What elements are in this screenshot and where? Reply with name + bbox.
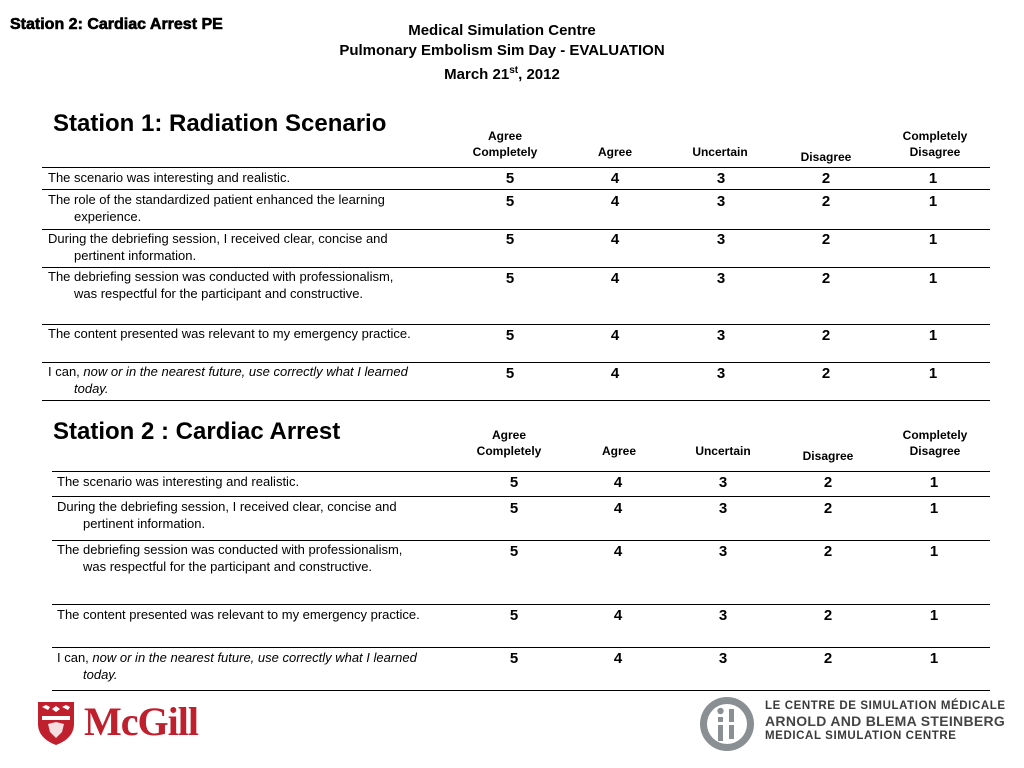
s1-question-6: I can, now or in the nearest future, use correctly what I learned today. (48, 364, 408, 396)
s1-row-1-score-3: 3 (716, 170, 726, 187)
s1-row-6-score-1: 1 (928, 365, 938, 382)
s2-question-1: The scenario was interesting and realistic. (57, 474, 300, 489)
s1-row-3-score-2: 2 (821, 231, 831, 248)
document-header (0, 21, 1004, 85)
s1-question-5: The content presented was relevant to my emergency practice. (48, 326, 411, 341)
s2-row-1-score-3: 3 (718, 474, 728, 491)
s2-row-2-score-3: 3 (718, 500, 728, 517)
s2-row-5-score-1: 1 (929, 650, 939, 667)
mcgill-wordmark: McGill (84, 699, 198, 744)
s2-question-3: The debriefing session was conducted with professionalism, was respectful for the participant and constructive. (57, 542, 403, 574)
s1-question-4: The debriefing session was conducted with professionalism, was respectful for the participant and constructive. (48, 269, 394, 301)
col-agree: Agree (597, 145, 632, 159)
s1-row-3-score-5: 5 (505, 231, 515, 248)
col-agree: Agree (601, 444, 636, 458)
s1-row-4-score-4: 4 (610, 270, 620, 287)
s2-row-3-score-4: 4 (613, 543, 623, 560)
s2-row-5-score-3: 3 (718, 650, 728, 667)
s1-row-1-score-2: 2 (821, 170, 831, 187)
col-uncertain: Uncertain (692, 145, 748, 159)
s2-row-4-score-3: 3 (718, 607, 728, 624)
mcgill-crest-logo (36, 700, 76, 746)
s2-row-3-score-1: 1 (929, 543, 939, 560)
s1-row-4-score-2: 2 (821, 270, 831, 287)
s2-row-4-score-2: 2 (823, 607, 833, 624)
s1-row-3-score-4: 4 (610, 231, 620, 248)
divider (52, 471, 990, 472)
s1-row-2-score-1: 1 (928, 193, 938, 210)
s2-row-2-score-1: 1 (929, 500, 939, 517)
col-completely-disagree: Completely Disagree (902, 129, 968, 159)
divider (52, 604, 990, 605)
col-agree-completely: Agree Completely (476, 428, 542, 458)
s1-row-2-score-5: 5 (505, 193, 515, 210)
s1-row-5-score-5: 5 (505, 327, 515, 344)
s2-row-1-score-5: 5 (509, 474, 519, 491)
header-line-2: Pulmonary Embolism Sim Day - EVALUATION (339, 42, 665, 59)
s1-row-2-score-4: 4 (610, 193, 620, 210)
s1-row-2-score-2: 2 (821, 193, 831, 210)
s2-row-2-score-2: 2 (823, 500, 833, 517)
s2-question-2: During the debriefing session, I received clear, concise and pertinent information. (57, 499, 397, 531)
s1-row-5-score-4: 4 (610, 327, 620, 344)
s2-row-1-score-1: 1 (929, 474, 939, 491)
s2-row-4-score-1: 1 (929, 607, 939, 624)
divider (52, 690, 990, 691)
s1-row-2-score-3: 3 (716, 193, 726, 210)
s1-row-1-score-1: 1 (928, 170, 938, 187)
s2-row-5-score-2: 2 (823, 650, 833, 667)
header-line-1: Medical Simulation Centre (408, 22, 596, 39)
s1-row-6-score-5: 5 (505, 365, 515, 382)
s2-row-3-score-5: 5 (509, 543, 519, 560)
s2-row-2-score-4: 4 (613, 500, 623, 517)
s1-row-6-score-2: 2 (821, 365, 831, 382)
s1-question-3: During the debriefing session, I received clear, concise and pertinent information. (48, 231, 388, 263)
s2-row-4-score-5: 5 (509, 607, 519, 624)
s2-question-5: I can, now or in the nearest future, use correctly what I learned today. (57, 650, 417, 682)
s2-row-1-score-4: 4 (613, 474, 623, 491)
s1-row-5-score-2: 2 (821, 327, 831, 344)
station1-title: Station 1: Radiation Scenario (53, 110, 387, 137)
s1-row-4-score-5: 5 (505, 270, 515, 287)
s1-row-4-score-1: 1 (928, 270, 938, 287)
s1-question-2: The role of the standardized patient enhanced the learning experience. (48, 192, 385, 224)
col-completely-disagree: Completely Disagree (902, 428, 968, 458)
col-disagree: Disagree (802, 449, 854, 463)
divider (42, 189, 990, 190)
s2-row-5-score-4: 4 (613, 650, 623, 667)
col-disagree: Disagree (800, 150, 852, 164)
s2-row-3-score-2: 2 (823, 543, 833, 560)
s2-row-5-score-5: 5 (509, 650, 519, 667)
col-uncertain: Uncertain (695, 444, 751, 458)
s2-row-2-score-5: 5 (509, 500, 519, 517)
s1-row-5-score-3: 3 (716, 327, 726, 344)
divider (52, 647, 990, 648)
simulation-centre-name: LE CENTRE DE SIMULATION MÉDICALE ARNOLD AND BLEMA STEINBERG MEDICAL SIMULATION CENTRE (765, 700, 1006, 742)
s1-row-4-score-3: 3 (716, 270, 726, 287)
header-date: March 21st, 2012 (444, 65, 560, 83)
s1-row-3-score-3: 3 (716, 231, 726, 248)
s2-row-4-score-4: 4 (613, 607, 623, 624)
s2-row-3-score-3: 3 (718, 543, 728, 560)
s1-row-6-score-3: 3 (716, 365, 726, 382)
station2-title: Station 2 : Cardiac Arrest (53, 418, 341, 445)
divider (42, 400, 990, 401)
s1-row-5-score-1: 1 (928, 327, 938, 344)
divider (42, 167, 990, 168)
s1-row-1-score-5: 5 (505, 170, 515, 187)
s1-question-1: The scenario was interesting and realistic. (48, 170, 291, 185)
s2-question-4: The content presented was relevant to my emergency practice. (57, 607, 420, 622)
col-agree-completely: Agree Completely (472, 129, 538, 159)
station-corner-label: Station 2: Cardiac Arrest PE (10, 16, 223, 33)
s1-row-6-score-4: 4 (610, 365, 620, 382)
s1-row-3-score-1: 1 (928, 231, 938, 248)
s2-row-1-score-2: 2 (823, 474, 833, 491)
simulation-centre-logo (698, 695, 756, 753)
s1-row-1-score-4: 4 (610, 170, 620, 187)
divider (52, 496, 990, 497)
